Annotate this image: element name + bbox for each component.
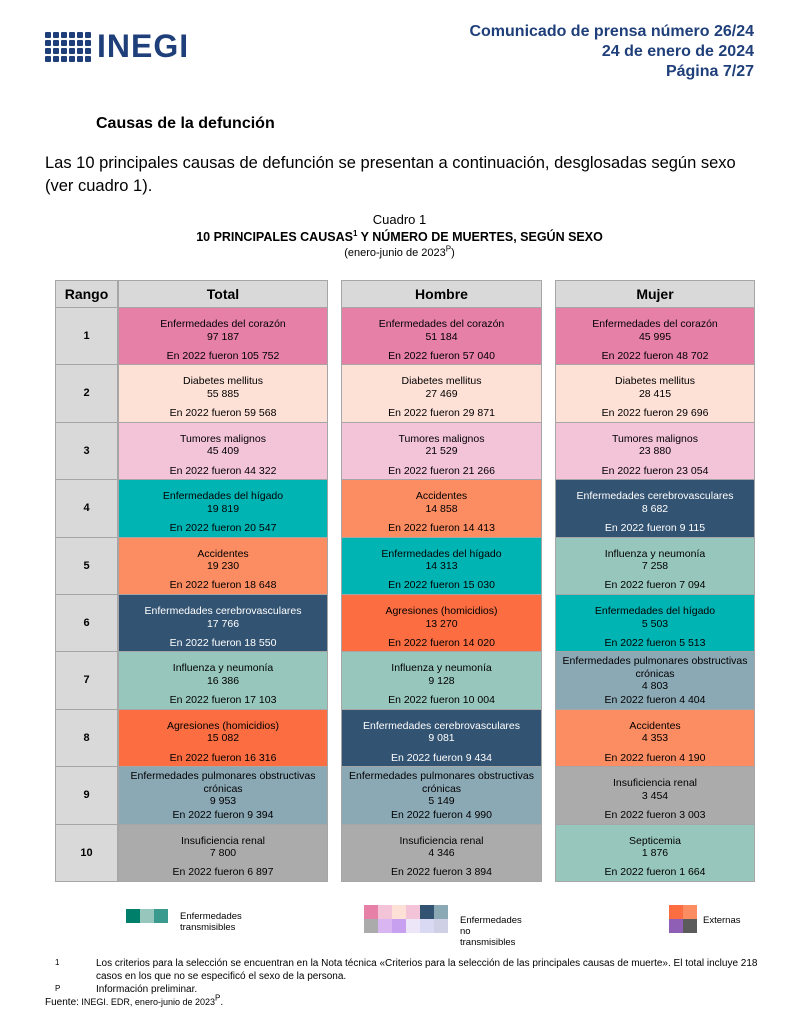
cause-block <box>344 318 539 343</box>
previous-year-count: En 2022 fueron 1 664 <box>604 866 706 879</box>
mujer-cause-cell <box>555 825 755 882</box>
cause-name: Enfermedades pulmonares obstructivas crónicas <box>130 770 316 795</box>
cause-block <box>558 375 752 400</box>
legend-swatch <box>364 905 378 919</box>
footnote-p: Información preliminar. <box>96 984 198 995</box>
legend-swatch <box>364 919 378 933</box>
cause-block <box>121 318 325 343</box>
total-cause-cell <box>118 825 328 882</box>
total-column <box>118 280 328 879</box>
cause-name: Diabetes mellitus <box>615 375 695 388</box>
hombre-cause-cell <box>341 595 542 652</box>
previous-year-count: En 2022 fueron 7 094 <box>604 579 706 592</box>
death-count: 45 409 <box>206 445 240 458</box>
previous-year-count: En 2022 fueron 4 190 <box>604 751 706 764</box>
legend-swatch <box>378 905 392 919</box>
cause-name: Enfermedades cerebrovasculares <box>144 605 302 617</box>
previous-year-count: En 2022 fueron 6 897 <box>172 866 274 879</box>
header-total: Total <box>118 280 328 308</box>
total-cause-cell <box>118 767 328 824</box>
footnote-1: Los criterios para la selección se encuentran en la Nota técnica «Criterios para la selección de las principales causas de muerte». El total incluye 218 casos en los que no se especificó el sexo de la persona. <box>96 958 758 982</box>
legend-swatch <box>434 905 448 919</box>
cuadro-subtitle: (enero-junio de $2023^P$) <box>344 244 455 259</box>
cause-name: Agresiones (homicidios) <box>385 605 498 617</box>
previous-year-count: En 2022 fueron 16 316 <box>169 751 277 764</box>
previous-year-count: En 2022 fueron 18 648 <box>169 579 277 592</box>
total-cause-cell <box>118 538 328 595</box>
cause-block <box>558 490 752 515</box>
logo-dots-icon <box>45 32 91 62</box>
rank-cell: 4 <box>55 480 118 537</box>
source-note: Fuente: INEGI. EDR, enero-junio de $2023^P$. <box>45 993 224 1008</box>
death-count: 97 187 <box>206 330 240 343</box>
death-count: 28 415 <box>638 387 672 400</box>
page-number: Página 7/27 <box>665 63 754 80</box>
rank-cell: 7 <box>55 652 118 709</box>
mujer-cause-cell <box>555 308 755 365</box>
cause-name: Diabetes mellitus <box>183 375 263 388</box>
death-count: 9 128 <box>428 674 455 687</box>
death-count: 4 803 <box>641 680 669 693</box>
cause-name: Accidentes <box>629 719 681 732</box>
hombre-cause-cell <box>341 538 542 595</box>
rank-cell: 10 <box>55 825 118 882</box>
death-count: 15 082 <box>206 732 240 745</box>
cause-name: Diabetes mellitus <box>401 375 482 388</box>
cause-block <box>344 770 539 808</box>
cause-block <box>121 433 325 458</box>
cause-name: Enfermedades del hígado <box>162 490 284 503</box>
previous-year-count: En 2022 fueron 21 266 <box>388 464 495 477</box>
cuadro-label: Cuadro 1 <box>372 212 427 227</box>
cause-name: Insuficiencia renal <box>612 777 698 790</box>
cause-name: Influenza y neumonía <box>604 547 706 560</box>
total-cause-cell <box>118 365 328 422</box>
death-count: 55 885 <box>206 387 240 400</box>
death-count: 4 353 <box>641 732 669 745</box>
cause-name: Enfermedades pulmonares obstructivas crónicas <box>562 655 748 680</box>
previous-year-count: En 2022 fueron 14 413 <box>388 522 495 535</box>
header-hombre: Hombre <box>341 280 542 308</box>
legend-swatch <box>126 909 140 923</box>
legend-swatch <box>434 919 448 933</box>
press-release-header <box>469 22 754 82</box>
death-count: 19 230 <box>206 560 240 573</box>
cause-block <box>558 777 752 802</box>
header-rango: Rango <box>55 280 118 308</box>
cause-block <box>344 375 539 400</box>
cause-block <box>344 720 539 745</box>
previous-year-count: En 2022 fueron 4 404 <box>604 694 706 707</box>
cuadro-title: 10 PRINCIPALES CAUSAS$^1$ Y NÚMERO DE MUERTES, SEGÚN SEXO <box>196 228 603 244</box>
footnote-p-mark: P <box>55 984 61 993</box>
footnote-1-mark: 1 <box>55 958 60 967</box>
cause-block <box>558 720 752 745</box>
section-title: Causas de la defunción <box>96 115 275 132</box>
cause-name: Enfermedades del corazón <box>592 318 718 330</box>
cause-name: Agresiones (homicidios) <box>166 719 280 732</box>
previous-year-count: En 2022 fueron 57 040 <box>388 349 495 362</box>
previous-year-count: En 2022 fueron 14 020 <box>388 636 495 649</box>
legend-swatch <box>154 909 168 923</box>
rank-cell: 5 <box>55 538 118 595</box>
total-cause-cell <box>118 423 328 480</box>
hombre-cause-cell <box>341 308 542 365</box>
mujer-cause-cell <box>555 423 755 480</box>
death-count: 5 503 <box>641 617 669 630</box>
previous-year-count: En 2022 fueron 17 103 <box>169 694 277 707</box>
press-release-date: 24 de enero de 2024 <box>601 43 754 60</box>
hombre-cause-cell <box>341 710 542 767</box>
legend-swatch <box>140 909 154 923</box>
death-count: 13 270 <box>425 617 458 630</box>
previous-year-count: En 2022 fueron 48 702 <box>601 349 709 362</box>
previous-year-count: En 2022 fueron 3 894 <box>390 866 492 879</box>
previous-year-count: En 2022 fueron 105 752 <box>166 349 280 362</box>
death-count: 5 149 <box>428 795 455 808</box>
cause-block <box>558 548 752 573</box>
cause-name: Insuficiencia renal <box>399 834 484 847</box>
death-count: 3 454 <box>641 789 669 802</box>
total-cause-cell <box>118 480 328 537</box>
death-count: 7 800 <box>209 847 237 860</box>
legend-swatch <box>683 905 697 919</box>
hombre-cause-cell <box>341 767 542 824</box>
legend-swatch <box>406 919 420 933</box>
cause-name: Tumores malignos <box>180 432 266 445</box>
cause-block <box>121 490 325 515</box>
previous-year-count: En 2022 fueron 4 990 <box>390 809 492 822</box>
cause-block <box>558 318 752 343</box>
previous-year-count: En 2022 fueron 20 547 <box>169 522 277 535</box>
rank-cell: 9 <box>55 767 118 824</box>
mujer-cause-cell <box>555 767 755 824</box>
death-count: 23 880 <box>638 445 672 458</box>
cause-block <box>121 720 325 745</box>
previous-year-count: En 2022 fueron 9 434 <box>390 751 492 764</box>
death-count: 16 386 <box>206 674 240 687</box>
death-count: 7 258 <box>641 560 669 573</box>
total-cause-cell <box>118 652 328 709</box>
death-count: 27 469 <box>425 387 458 400</box>
death-count: 17 766 <box>206 617 240 630</box>
mujer-cause-cell <box>555 365 755 422</box>
death-count: 1 876 <box>641 847 669 860</box>
cause-name: Tumores malignos <box>398 432 485 445</box>
legend-swatch <box>392 919 406 933</box>
cause-name: Enfermedades del corazón <box>378 318 505 330</box>
legend-swatch <box>683 919 697 933</box>
death-count: 14 858 <box>425 502 458 515</box>
cause-block <box>558 655 752 693</box>
hombre-cause-cell <box>341 365 542 422</box>
total-cause-cell <box>118 308 328 365</box>
death-count: 45 995 <box>638 330 672 343</box>
legend-swatch <box>669 919 683 933</box>
hombre-cause-cell <box>341 825 542 882</box>
previous-year-count: En 2022 fueron 10 004 <box>388 694 495 707</box>
death-count: 51 184 <box>425 330 458 343</box>
cause-name: Enfermedades del hígado <box>381 547 502 560</box>
total-cause-cell <box>118 595 328 652</box>
death-count: 9 953 <box>209 795 237 808</box>
hombre-cause-cell <box>341 652 542 709</box>
previous-year-count: En 2022 fueron 5 513 <box>604 636 706 649</box>
cause-name: Enfermedades pulmonares obstructivas crónicas <box>348 770 534 795</box>
cause-name: Influenza y neumonía <box>172 662 274 675</box>
legend-swatch <box>392 905 406 919</box>
previous-year-count: En 2022 fueron 15 030 <box>388 579 495 592</box>
cause-block <box>344 662 539 687</box>
rank-cell: 2 <box>55 365 118 422</box>
rank-cell: 6 <box>55 595 118 652</box>
previous-year-count: En 2022 fueron 3 003 <box>604 809 706 822</box>
mujer-column <box>555 280 755 879</box>
header-mujer: Mujer <box>555 280 755 308</box>
logo-text: INEGI <box>97 28 190 64</box>
cause-block <box>558 433 752 458</box>
legend-swatch <box>406 905 420 919</box>
cause-block <box>121 662 325 687</box>
cause-block <box>558 835 752 860</box>
death-count: 4 346 <box>428 847 455 860</box>
cause-name: Insuficiencia renal <box>180 834 266 847</box>
cause-block <box>121 548 325 573</box>
hombre-cause-cell <box>341 423 542 480</box>
cause-block <box>121 375 325 400</box>
previous-year-count: En 2022 fueron 9 394 <box>172 809 274 822</box>
legend-swatch <box>420 919 434 933</box>
cause-name: Accidentes <box>197 547 249 560</box>
intro-paragraph: Las 10 principales causas de defunción se presentan a continuación, desglosadas según sexo (ver cuadro 1). <box>45 154 736 195</box>
previous-year-count: En 2022 fueron 29 871 <box>388 407 495 420</box>
cause-name: Influenza y neumonía <box>391 662 492 675</box>
legend-transmisibles-label: Enfermedades transmisibles <box>180 911 242 933</box>
cause-block <box>344 490 539 515</box>
cause-block <box>344 433 539 458</box>
cause-block <box>344 605 539 630</box>
legend-swatch <box>669 905 683 919</box>
rank-cell: 3 <box>55 423 118 480</box>
cause-block <box>558 605 752 630</box>
death-count: 8 682 <box>641 502 669 515</box>
previous-year-count: En 2022 fueron 59 568 <box>169 407 277 420</box>
cause-name: Accidentes <box>415 490 468 503</box>
legend-swatch <box>420 905 434 919</box>
cause-name: Septicemia <box>629 834 681 847</box>
death-count: 9 081 <box>428 732 455 745</box>
cause-block <box>121 835 325 860</box>
death-count: 14 313 <box>425 560 458 573</box>
cause-name: Enfermedades cerebrovasculares <box>576 490 734 503</box>
legend-externas-label: Externas <box>703 915 741 926</box>
mujer-cause-cell <box>555 595 755 652</box>
cause-block <box>121 770 325 808</box>
hombre-cause-cell <box>341 480 542 537</box>
rango-column <box>55 280 118 859</box>
legend-swatch <box>378 919 392 933</box>
mujer-cause-cell <box>555 652 755 709</box>
hombre-column <box>341 280 542 879</box>
cause-block <box>344 835 539 860</box>
mujer-cause-cell <box>555 480 755 537</box>
total-cause-cell <box>118 710 328 767</box>
cause-name: Tumores malignos <box>612 432 698 445</box>
rank-cell: 8 <box>55 710 118 767</box>
previous-year-count: En 2022 fueron 23 054 <box>601 464 709 477</box>
cause-block <box>121 605 325 630</box>
cause-name: Enfermedades cerebrovasculares <box>363 719 520 732</box>
rank-cell: 1 <box>55 308 118 365</box>
previous-year-count: En 2022 fueron 9 115 <box>604 522 706 535</box>
mujer-cause-cell <box>555 710 755 767</box>
mujer-cause-cell <box>555 538 755 595</box>
cause-name: Enfermedades del hígado <box>594 605 716 617</box>
press-release-number: Comunicado de prensa número 26/24 <box>469 23 754 40</box>
inegi-logo <box>45 28 189 65</box>
previous-year-count: En 2022 fueron 44 322 <box>169 464 277 477</box>
previous-year-count: En 2022 fueron 18 550 <box>169 636 277 649</box>
cause-block <box>344 548 539 573</box>
death-count: 21 529 <box>425 445 458 458</box>
legend-no-transmisibles-label: Enfermedades no transmisibles <box>460 915 522 948</box>
cause-name: Enfermedades del corazón <box>160 318 286 330</box>
previous-year-count: En 2022 fueron 29 696 <box>601 407 709 420</box>
death-count: 19 819 <box>206 502 240 515</box>
